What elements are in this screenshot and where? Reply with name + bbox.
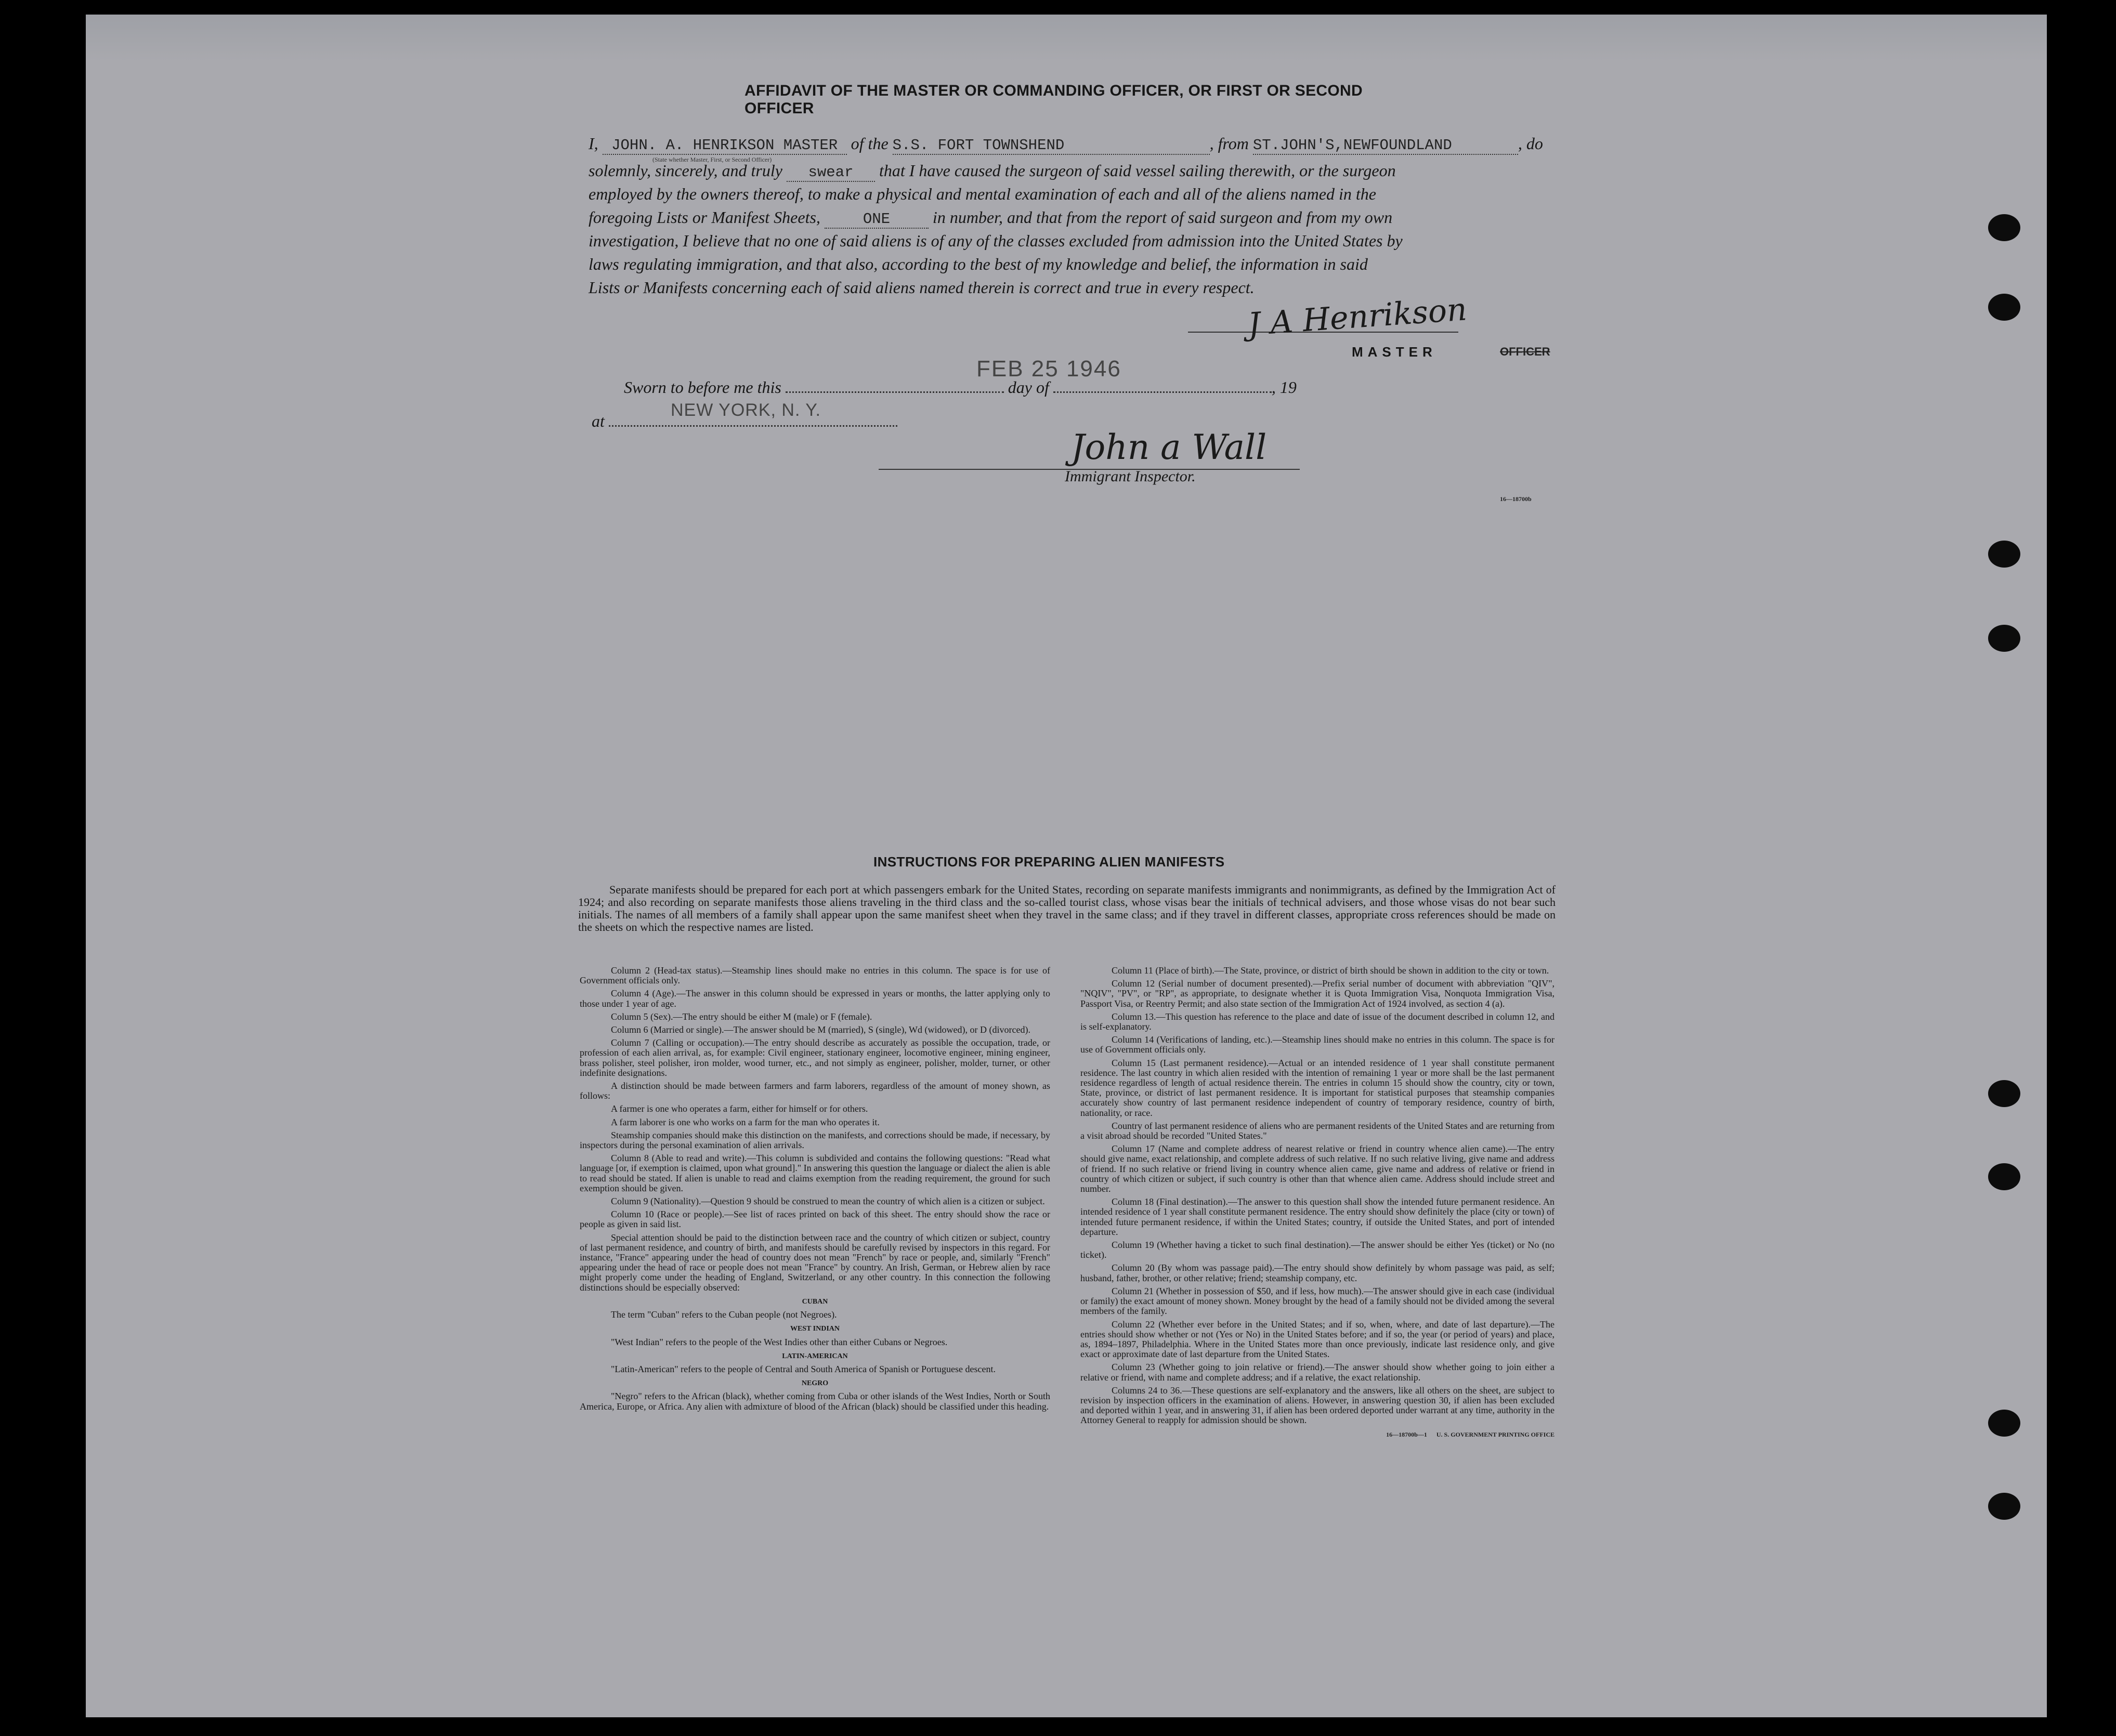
instruction-paragraph: Column 23 (Whether going to join relative or friend).—The answer should show whether going to join either a relative or friend, with name and complete address; and if a relative, the exact relationship. [1080,1362,1555,1383]
blank-line [786,379,1004,393]
text-fragment: I, [589,134,598,153]
text-fragment: solemnly, sincerely, and truly [589,161,782,180]
instruction-paragraph: Column 20 (By whom was passage paid).—The entry should show definitely by whom passage was paid, as self; husband, father, brother, or other relative; friend; steamship company, etc. [1080,1262,1555,1283]
instruction-paragraph: Column 18 (Final destination).—The answer to this question shall show the intended future permanent residence. An intended residence of 1 year shall constitute permanent residence. The entry should show definitely the place (city or town) of intended future permanent residence, if within the United States; country, if outside the United States, and port of intended departure. [1080,1196,1555,1237]
footer-form-code: 16—18700b—1 [1386,1430,1427,1438]
place-stamp: NEW YORK, N. Y. [671,400,821,420]
text-fragment: , from [1209,134,1249,153]
instruction-paragraph: A farm laborer is one who works on a farm for the man who operates it. [611,1116,880,1127]
instruction-paragraph: Column 21 (Whether in possession of $50, and if less, how much).—The answer should give in each case (individual or family) the exact amount of money shown. Money brought by the head of a family should not be divided among the several members of the family. [1080,1285,1555,1317]
ship-name: S.S. FORT TOWNSHEND [893,137,1210,155]
punch-hole [1988,541,2020,568]
affidavit-line-5: investigation, I believe that no one of said aliens is of any of the classes excluded from admission into the United States by [589,231,1403,250]
instruction-paragraph: A distinction should be made between farmers and farm laborers, regardless of the amount of money shown, as follows: [580,1081,1050,1101]
instructions-left-column [580,966,1050,1415]
inspector-title: Immigrant Inspector. [1065,468,1196,485]
footer-printing-office: U. S. GOVERNMENT PRINTING OFFICE [1436,1430,1555,1438]
instruction-paragraph: Country of last permanent residence of aliens who are permanent residents of the United States and are returning from a visit abroad should be recorded "United States." [1080,1120,1555,1141]
sworn-line [624,378,1297,397]
instruction-paragraph: Column 5 (Sex).—The entry should be either M (male) or F (female). [611,1011,872,1022]
instruction-paragraph: Column 17 (Name and complete address of nearest relative or friend in country whence alien came).—The entry should give name, exact relationship, and complete address of such relative. If no such relative living, give name and address of friend. If no such relative or friend living in country whence alien came, give name and address of relative or friend in country of which citizen or subject, if such country is other than that whence alien came. Address should include street and number. [1080,1143,1555,1194]
text-fragment: at [592,412,605,430]
text-fragment: of the [851,134,889,153]
instruction-paragraph: Column 6 (Married or single).—The answer should be M (married), S (single), Wd (widowed), or D (divorced). [611,1024,1030,1035]
instruction-paragraph: Column 11 (Place of birth).—The State, province, or district of birth should be shown in addition to the city or town. [1112,965,1549,976]
instruction-paragraph: Column 15 (Last permanent residence).—Actual or an intended residence of 1 year shall constitute permanent residence. The last country in which alien resided with the intention of remaining 1 year or more shall be the last permanent residence regardless of length of actual residence therein. The entries in column 15 should show the country, city or town, State, province, or district of last permanent residence. It is important for statistical purposes that steamship companies accurately show country of last permanent residence independent of country of temporary residence, country of birth, nationality, or race. [1080,1057,1555,1118]
title-note: (State whether Master, First, or Second Officer) [652,156,772,163]
instruction-paragraph: Column 14 (Verifications of landing, etc.).—Steamship lines should make no entries in this column. The space is for use of Government officials only. [1080,1034,1555,1055]
punch-hole [1988,1493,2020,1520]
officer-name: JOHN. A. HENRIKSON MASTER [603,137,847,155]
punch-hole [1988,1410,2020,1437]
master-title: MASTER [1352,344,1437,360]
punch-hole [1988,294,2020,321]
instruction-paragraph: Column 12 (Serial number of document presented).—Prefix serial number of document with abbreviation "QIV", "NQIV", "PV", or "RP", as appropriate, to designate whether it is Quota Immigration Visa, Nonquota Immigration Visa, Passport Visa, or Reentry Permit; and also state section of the Immigration Act of 1924 involved, as section 4 (a). [1080,978,1555,1009]
instruction-paragraph: Column 2 (Head-tax status).—Steamship lines should make no entries in this column. The space is for use of Government officials only. [580,965,1050,986]
instruction-paragraph: Column 9 (Nationality).—Question 9 should be construed to mean the country of which alien is a citizen or subject. [611,1196,1045,1207]
affidavit-line-6: laws regulating immigration, and that also, according to the best of my knowledge and belief, the information in said [589,255,1368,273]
punch-hole [1988,1080,2020,1107]
sheet-count: ONE [825,211,929,229]
affidavit-title: AFFIDAVIT OF THE MASTER OR COMMANDING OFFICER, OR FIRST OR SECOND OFFICER [744,82,1363,117]
instruction-paragraph: Column 4 (Age).—The answer in this column should be expressed in years or months, the latter applying only to those under 1 year of age. [580,988,1050,1009]
text-fragment: in number, and that from the report of said surgeon and from my own [932,208,1393,227]
instruction-paragraph: Column 22 (Whether ever before in the United States; and if so, when, where, and date of last departure).—The entries should show whether or not (Yes or No) in the United States before; and if so, the year (or period of years) and place, as, 1894–1897, Philadelphia. Where in the United States more than once previously, indicate last residence only, and give exact or approximate date of last departure from the United States. [1080,1319,1555,1360]
text-fragment: foregoing Lists or Manifest Sheets, [589,208,820,227]
affidavit-line-4 [589,208,1392,229]
text-fragment: that I have caused the surgeon of said vessel sailing therewith, or the surgeon [879,161,1396,180]
instruction-paragraph: Column 7 (Calling or occupation).—The entry should describe as accurately as possible the occupation, trade, or profession of each alien arrival, as, for example: Civil engineer, stationary engineer, locomotive engineer, mining engineer, brass polisher, steel polisher, iron molder, wood turner, etc., and not simply as engineer, polisher, molder, turner, or other indefinite designations. [580,1037,1050,1078]
instruction-paragraph: Columns 24 to 36.—These questions are self-explanatory and the answers, like all others on the sheet, are subject to revision by inspection officers in the examination of aliens. However, in answering question 30, if alien has been excluded and deported within 1 year, and in answering 31, if alien has been ordered deported under warrant at any time, authority in the Attorney General to reapply for admission should be shown. [1080,1385,1555,1426]
text-fragment: , do [1518,134,1543,153]
instructions-right-column [1080,966,1555,1440]
punch-hole [1988,1163,2020,1190]
instruction-paragraph: "Latin-American" refers to the people of Central and South America of Spanish or Portuguese descent. [611,1363,996,1374]
instruction-paragraph: Column 13.—This question has reference to the place and date of issue of the document described in column 12, and is self-explanatory. [1080,1011,1555,1032]
instruction-paragraph: Steamship companies should make this distinction on the manifests, and corrections should be made, if necessary, by inspectors during the personal examination of alien arrivals. [580,1129,1050,1151]
instruction-paragraph: Column 19 (Whether having a ticket to such final destination).—The answer should be either Yes (ticket) or No (no ticket). [1080,1240,1555,1260]
date-stamp: FEB 25 1946 [976,356,1121,382]
master-signature: J A Henrikson [1247,291,1468,343]
section-heading-cuban: CUBAN [802,1297,828,1306]
instruction-paragraph: Column 10 (Race or people).—See list of races printed on back of this sheet. The entry should show the race or people as given in said list. [580,1209,1050,1230]
port-of-departure: ST.JOHN'S,NEWFOUNDLAND [1253,137,1518,155]
affidavit-line-7: Lists or Manifests concerning each of said aliens named therein is correct and true in every respect. [589,278,1255,297]
affidavit-line-3: employed by the owners thereof, to make a physical and mental examination of each and all of the aliens named in the [589,185,1376,203]
inspector-signature: John a Wall [1071,427,1267,467]
section-heading-west-indian: WEST INDIAN [790,1325,840,1333]
affidavit-line-2 [589,161,1396,182]
instruction-paragraph: "Negro" refers to the African (black), whether coming from Cuba or other islands of the West Indies, North or South America, Europe, or Africa. Any alien with admixture of blood of the African (black) should be classified under this heading. [580,1391,1050,1412]
instruction-paragraph: Special attention should be paid to the distinction between race and the country of which citizen or subject, country of last permanent residence, and country of birth, and manifests should be carefully revised by inspectors in this regard. For instance, "France" appearing under the head of country does not mean "French" by race or people, and, similarly "French" appearing under the head of race or people does not mean "France" by country. An Irish, German, or Hebrew alien by race might properly come under the heading of England, Switzerland, or any other country. In this connection the following distinctions should be especially observed: [580,1232,1050,1293]
struck-officer-title: OFFICER [1500,345,1550,358]
punch-hole [1988,625,2020,652]
instructions-title: INSTRUCTIONS FOR PREPARING ALIEN MANIFESTS [873,854,1225,870]
text-fragment: Sworn to before me this [624,378,781,397]
affidavit-line-1 [589,134,1543,155]
instruction-paragraph: The term "Cuban" refers to the Cuban people (not Negroes). [611,1309,837,1320]
instruction-paragraph: "West Indian" refers to the people of the West Indies other than either Cubans or Negroes. [611,1336,948,1347]
oath-word: swear [787,164,875,182]
section-heading-negro: NEGRO [801,1379,829,1388]
text-fragment: day of [1008,378,1049,397]
instruction-paragraph: Column 8 (Able to read and write).—This column is subdivided and contains the following questions: "Read what language [or, if exemption is claimed, upon what ground]." In answering this question the language or dialect the alien is able to read should be stated. If alien is unable to read and claims exemption from the reading requirement, the ground for such exemption should be given. [580,1153,1050,1193]
instruction-paragraph: A farmer is one who operates a farm, either for himself or for others. [611,1103,868,1114]
instructions-intro: Separate manifests should be prepared for each port at which passengers embark for the United States, recording on separate manifests immigrants and nonimmigrants, as defined by the Immigration Act of 1924; and also recording on separate manifests those aliens traveling in the third class and the so-called tourist class, whose visas bear the initials of technical advisers, and those whose visas do not bear such initials. The names of all members of a family shall appear upon the same manifest sheet when they travel in the same class; and if they travel in different classes, appropriate cross references should be made on the sheets on which the respective names are listed. [578,883,1556,933]
section-heading-latin-american: LATIN-AMERICAN [782,1352,848,1360]
punch-hole [1988,214,2020,241]
text-fragment: , 19 [1271,378,1297,397]
printer-footer [1080,1429,1555,1440]
form-code: 16—18700b [1500,495,1532,503]
